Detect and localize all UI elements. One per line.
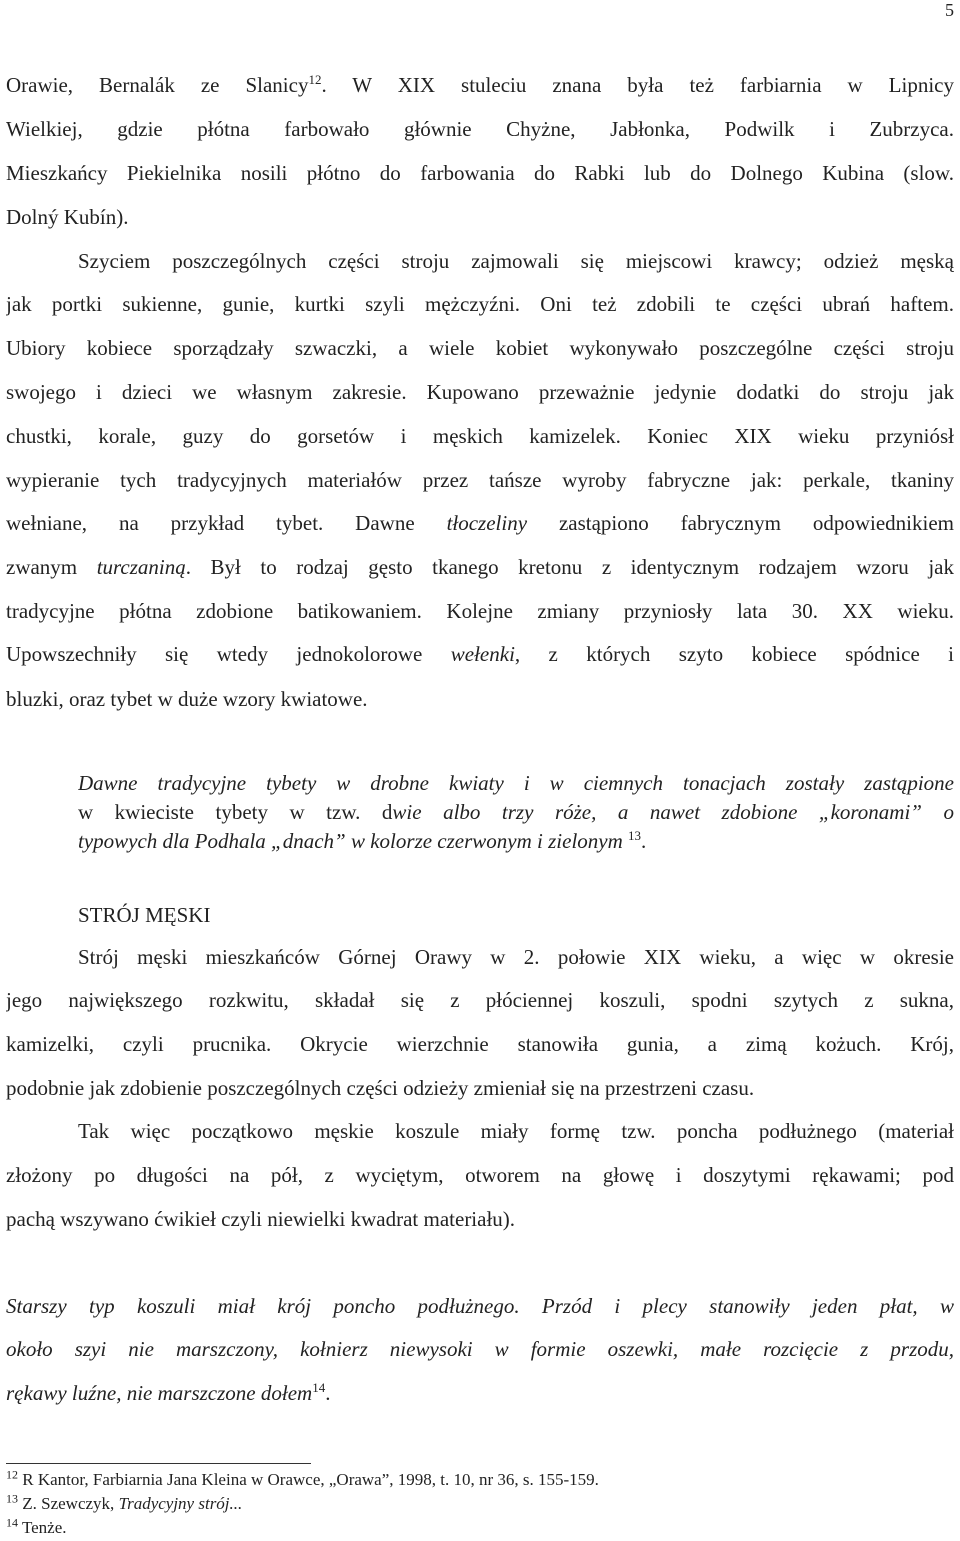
footnote bbox=[6, 1491, 243, 1514]
page-number: 5 bbox=[945, 0, 954, 20]
text-line bbox=[6, 1336, 954, 1362]
italic-text: Tradycyjny strój... bbox=[118, 1494, 243, 1513]
text-run: . bbox=[641, 829, 647, 853]
text-run: jak portki sukienne, gunie, kurtki szyli mężczyźni. Oni też zdobili te części ubrań haftem. bbox=[6, 292, 954, 316]
text-line bbox=[78, 828, 954, 854]
text-run: Tak więc początkowo męskie koszule miały formę tzw. poncha podłużnego (materiał bbox=[78, 1119, 954, 1143]
text-run: zwanym bbox=[6, 555, 97, 579]
text-line bbox=[6, 598, 954, 624]
text-line bbox=[6, 1162, 954, 1188]
text-line bbox=[78, 248, 954, 274]
text-line bbox=[6, 510, 954, 536]
text-line bbox=[6, 423, 954, 449]
italic-text: wełenki bbox=[450, 642, 515, 666]
text-line bbox=[6, 1206, 954, 1232]
italic-text: turczaniną bbox=[96, 555, 186, 579]
text-line bbox=[6, 554, 954, 580]
text-run: zastąpiono fabrycznym odpowiednikiem bbox=[527, 511, 954, 535]
text-run: Mieszkańcy Piekielnika nosili płótno do farbowania do Rabki lub do Dolnego Kubina (slow. bbox=[6, 161, 954, 185]
text-line bbox=[6, 291, 954, 317]
text-run: Wielkiej, gdzie płótna farbowało głównie Chyżne, Jabłonka, Podwilk i Zubrzyca. bbox=[6, 117, 954, 141]
footnote-number: 12 bbox=[6, 1467, 18, 1482]
text-line bbox=[78, 770, 954, 796]
text-run: złożony po długości na pół, z wyciętym, otworem na głowę i doszytymi rękawami; pod bbox=[6, 1163, 954, 1187]
text-run: chustki, korale, guzy do gorsetów i męskich kamizelek. Koniec XIX wieku przyniósł bbox=[6, 424, 954, 448]
text-run: R Kantor, Farbiarnia Jana Kleina w Orawce, „Orawa”, 1998, t. 10, nr 36, s. 155-159. bbox=[18, 1470, 599, 1489]
text-run: Szyciem poszczególnych części stroju zajmowali się miejscowi krawcy; odzież męską bbox=[78, 249, 954, 273]
text-run: podobnie jak zdobienie poszczególnych części odzieży zmieniał się na przestrzeni czasu. bbox=[6, 1076, 755, 1100]
text-line bbox=[6, 987, 954, 1013]
footnote-ref: 13 bbox=[628, 828, 642, 843]
footnote-rule bbox=[6, 1463, 311, 1464]
footnote bbox=[6, 1515, 67, 1538]
text-line bbox=[6, 116, 954, 142]
text-run: Orawie, Bernalák ze Slanicy bbox=[6, 73, 309, 97]
text-run: wełniane, na przykład tybet. Dawne bbox=[6, 511, 447, 535]
text-run: swojego i dzieci we własnym zakresie. Kupowano przeważnie jedynie dodatki do stroju jak bbox=[6, 380, 954, 404]
footnote bbox=[6, 1467, 599, 1490]
footnote-number: 14 bbox=[6, 1515, 18, 1530]
section-heading: STRÓJ MĘSKI bbox=[78, 903, 211, 927]
text-run: tradycyjne płótna zdobione batikowaniem. Kolejne zmiany przyniosły lata 30. XX wieku. bbox=[6, 599, 954, 623]
text-run: Z. Szewczyk, bbox=[18, 1494, 119, 1513]
text-line bbox=[6, 72, 954, 98]
italic-text: wie albo trzy róże, a nawet zdobione „koronami” o bbox=[392, 800, 954, 824]
text-run: jego największego rozkwitu, składał się z płóciennej koszuli, spodni szytych z sukna, bbox=[6, 988, 954, 1012]
text-run: kamizelki, czyli prucnika. Okrycie wierzchnie stanowiła gunia, a zimą kożuch. Krój, bbox=[6, 1032, 954, 1056]
italic-text: Dawne tradycyjne tybety w drobne kwiaty i w ciemnych tonacjach zostały zastąpione bbox=[78, 771, 954, 795]
italic-text: rękawy luźne, nie marszczone dołem bbox=[6, 1381, 313, 1405]
text-run: w kwieciste tybety w tzw. d bbox=[78, 800, 393, 824]
text-run: , z których szyto kobiece spódnice i bbox=[514, 642, 954, 666]
text-line bbox=[6, 379, 954, 405]
footnote-ref: 14 bbox=[312, 1380, 326, 1395]
text-run: wypieranie tych tradycyjnych materiałów przez tańsze wyroby fabryczne jak: perkale, tkaniny bbox=[6, 468, 954, 492]
text-run: bluzki, oraz tybet w duże wzory kwiatowe. bbox=[6, 687, 368, 711]
text-line bbox=[6, 686, 954, 712]
italic-text: Starszy typ koszuli miał krój poncho podłużnego. Przód i plecy stanowiły jeden płat, w bbox=[6, 1294, 954, 1318]
text-line bbox=[6, 1380, 954, 1406]
text-run: Ubiory kobiece sporządzały szwaczki, a wiele kobiet wykonywało poszczególne części stroju bbox=[6, 336, 954, 360]
text-line bbox=[6, 1075, 954, 1101]
text-line bbox=[78, 799, 954, 825]
text-run: . bbox=[325, 1381, 331, 1405]
text-line bbox=[6, 160, 954, 186]
text-line bbox=[6, 1293, 954, 1319]
footnote-ref: 12 bbox=[308, 72, 322, 87]
text-run: Strój męski mieszkańców Górnej Orawy w 2. połowie XIX wieku, a więc w okresie bbox=[78, 945, 954, 969]
text-line bbox=[6, 641, 954, 667]
italic-text: tłoczeliny bbox=[446, 511, 528, 535]
footnote-number: 13 bbox=[6, 1491, 18, 1506]
text-run: . Był to rodzaj gęsto tkanego kretonu z identycznym rodzajem wzoru jak bbox=[185, 555, 954, 579]
text-line bbox=[78, 1118, 954, 1144]
text-run: Tenże. bbox=[18, 1518, 67, 1537]
text-line bbox=[6, 467, 954, 493]
text-run: . W XIX stuleciu znana była też farbiarnia w Lipnicy bbox=[321, 73, 954, 97]
text-line bbox=[78, 944, 954, 970]
text-line bbox=[6, 335, 954, 361]
text-run: Dolný Kubín). bbox=[6, 205, 129, 229]
text-run: Upowszechniły się wtedy jednokolorowe bbox=[6, 642, 451, 666]
text-run: pachą wszywano ćwikieł czyli niewielki kwadrat materiału). bbox=[6, 1207, 516, 1231]
italic-text: typowych dla Podhala „dnach” w kolorze czerwonym i zielonym bbox=[78, 829, 629, 853]
text-line bbox=[6, 204, 954, 230]
italic-text: około szyi nie marszczony, kołnierz niewysoki w formie oszewki, małe rozcięcie z przodu, bbox=[6, 1337, 954, 1361]
text-line bbox=[6, 1031, 954, 1057]
